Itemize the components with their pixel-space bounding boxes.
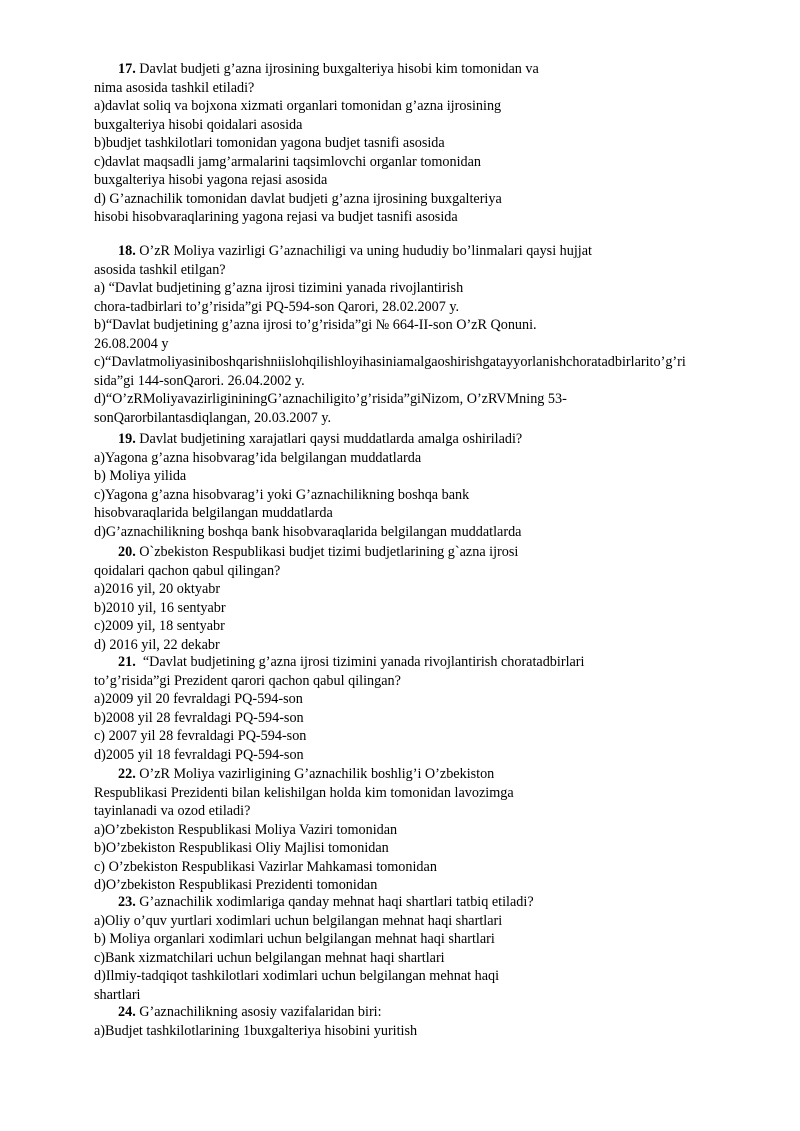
answer-option-line: b)“Davlat budjetining g’azna ijrosi to’g’risida”gi № 664-II-son O’zR Qonuni. (94, 317, 537, 333)
answer-option-line: buxgalteriya hisobi yagona rejasi asosida (94, 172, 328, 188)
answer-option-line: a)2016 yil, 20 oktyabr (94, 581, 221, 597)
answer-option-line: d)O’zbekiston Respublikasi Prezidenti tomonidan (94, 877, 378, 893)
question-text: O’zR Moliya vazirligi G’aznachiligi va uning hududiy bo’linmalari qaysi hujjat (139, 243, 592, 259)
question-number: 20. (118, 544, 136, 560)
question-text: G’aznachilik xodimlariga qanday mehnat haqi shartlari tatbiq etiladi? (139, 894, 534, 910)
answer-option-line: hisobi hisobvaraqlarining yagona rejasi va budjet tasnifi asosida (94, 209, 458, 225)
answer-option-line: b)budjet tashkilotlari tomonidan yagona budjet tasnifi asosida (94, 135, 445, 151)
question-text: O`zbekiston Respublikasi budjet tizimi budjetlarining g`azna ijrosi (139, 544, 519, 560)
answer-option-line: buxgalteriya hisobi qoidalari asosida (94, 116, 303, 133)
question-continuation (94, 261, 226, 279)
question-text: Davlat budjetining xarajatlari qaysi muddatlarda amalga oshiriladi? (139, 431, 523, 447)
question-continuation (94, 802, 250, 820)
answer-option-line: sida”gi 144-sonQarori. 26.04.2002 y. (94, 372, 305, 389)
answer-option-line: b)O’zbekiston Respublikasi Oliy Majlisi tomonidan (94, 840, 389, 856)
answer-option-line: sonQarorbilantasdiqlangan, 20.03.2007 y. (94, 409, 332, 426)
answer-option-line: d) G’aznachilik tomonidan davlat budjeti g’azna ijrosining buxgalteriya (94, 190, 502, 207)
question-line (118, 1003, 382, 1021)
answer-option-line: a)Yagona g’azna hisobvarag’ida belgilangan muddatlarda (94, 449, 422, 466)
question-line (118, 60, 539, 78)
question-line (118, 430, 522, 448)
answer-option-line: c)“Davlatmoliyasiniboshqarishniislohqilishloyihasiniamalgaoshirishgatayyorlanishchoratadbirlarito’g’ri (94, 354, 686, 370)
question-text: nima asosida tashkil etiladi? (94, 79, 255, 96)
question-text: Davlat budjeti g’azna ijrosining buxgalteriya hisobi kim tomonidan va (139, 61, 539, 77)
answer-option-line: c)davlat maqsadli jamg’armalarini taqsimlovchi organlar tomonidan (94, 153, 482, 170)
answer-option-line: c)Bank xizmatchilari uchun belgilangan mehnat haqi shartlari (94, 949, 445, 966)
question-continuation (94, 784, 514, 802)
question-text: “Davlat budjetining g’azna ijrosi tizimini yanada rivojlantirish choratadbirlari (139, 654, 585, 670)
answer-option-line: hisobvaraqlarida belgilangan muddatlarda (94, 505, 333, 521)
question-number: 19. (118, 431, 136, 447)
answer-option-line: shartlari (94, 986, 141, 1003)
answer-option-line: a) “Davlat budjetining g’azna ijrosi tizimini yanada rivojlantirish (94, 280, 464, 296)
question-continuation (94, 672, 401, 690)
answer-option-line: d)Ilmiy-tadqiqot tashkilotlari xodimlari uchun belgilangan mehnat haqi (94, 968, 500, 984)
answer-option-line: d) 2016 yil, 22 dekabr (94, 636, 220, 653)
question-text: qoidalari qachon qabul qilingan? (94, 562, 281, 579)
question-continuation (94, 79, 254, 97)
answer-option-line: b) Moliya yilida (94, 468, 187, 484)
question-text: Respublikasi Prezidenti bilan kelishilgan holda kim tomonidan lavozimga (94, 784, 514, 801)
answer-option-line: c) O’zbekiston Respublikasi Vazirlar Mahkamasi tomonidan (94, 858, 437, 875)
answer-option-line: a)O’zbekiston Respublikasi Moliya Vaziri tomonidan (94, 821, 398, 838)
question-text: to’g’risida”gi Prezident qarori qachon qabul qilingan? (94, 672, 401, 689)
answer-option-line: d)2005 yil 18 fevraldagi PQ-594-son (94, 746, 304, 763)
question-text: asosida tashkil etilgan? (94, 261, 226, 278)
question-line (118, 893, 534, 911)
answer-option-line: b)2010 yil, 16 sentyabr (94, 599, 226, 616)
answer-option-line: a)Budjet tashkilotlarining 1buxgalteriya hisobini yuritish (94, 1022, 418, 1039)
question-number: 22. (118, 766, 136, 782)
answer-option-line: d)G’aznachilikning boshqa bank hisobvaraqlarida belgilangan muddatlarda (94, 523, 522, 540)
question-number: 23. (118, 894, 136, 910)
question-text: tayinlanadi va ozod etiladi? (94, 803, 251, 819)
answer-option-line: b) Moliya organlari xodimlari uchun belgilangan mehnat haqi shartlari (94, 931, 495, 947)
question-line (118, 242, 592, 260)
answer-option-line: chora-tadbirlari to’g’risida”gi PQ-594-son Qarori, 28.02.2007 y. (94, 298, 460, 315)
answer-option-line: c) 2007 yil 28 fevraldagi PQ-594-son (94, 728, 307, 744)
question-line (118, 653, 584, 671)
answer-option-line: c)Yagona g’azna hisobvarag’i yoki G’aznachilikning boshqa bank (94, 486, 470, 503)
answer-option-line: d)“O’zRMoliyavazirligininingG’aznachiligito’g’risida”giNizom, O’zRVMning 53- (94, 391, 567, 407)
answer-option-line: b)2008 yil 28 fevraldagi PQ-594-son (94, 709, 304, 726)
answer-option-line: a)davlat soliq va bojxona xizmati organlari tomonidan g’azna ijrosining (94, 98, 502, 114)
answer-option-line: 26.08.2004 y (94, 335, 169, 352)
answer-option-line: c)2009 yil, 18 sentyabr (94, 618, 225, 634)
question-text: G’aznachilikning asosiy vazifalaridan biri: (139, 1004, 382, 1020)
question-continuation (94, 562, 280, 580)
question-line (118, 543, 518, 561)
answer-option-line: a)2009 yil 20 fevraldagi PQ-594-son (94, 691, 303, 707)
question-number: 17. (118, 61, 136, 77)
question-number: 18. (118, 243, 136, 259)
question-number: 21. (118, 654, 136, 670)
question-line (118, 765, 494, 783)
question-text: O’zR Moliya vazirligining G’aznachilik boshlig’i O’zbekiston (139, 766, 495, 782)
question-number: 24. (118, 1004, 136, 1020)
answer-option-line: a)Oliy o’quv yurtlari xodimlari uchun belgilangan mehnat haqi shartlari (94, 912, 503, 929)
